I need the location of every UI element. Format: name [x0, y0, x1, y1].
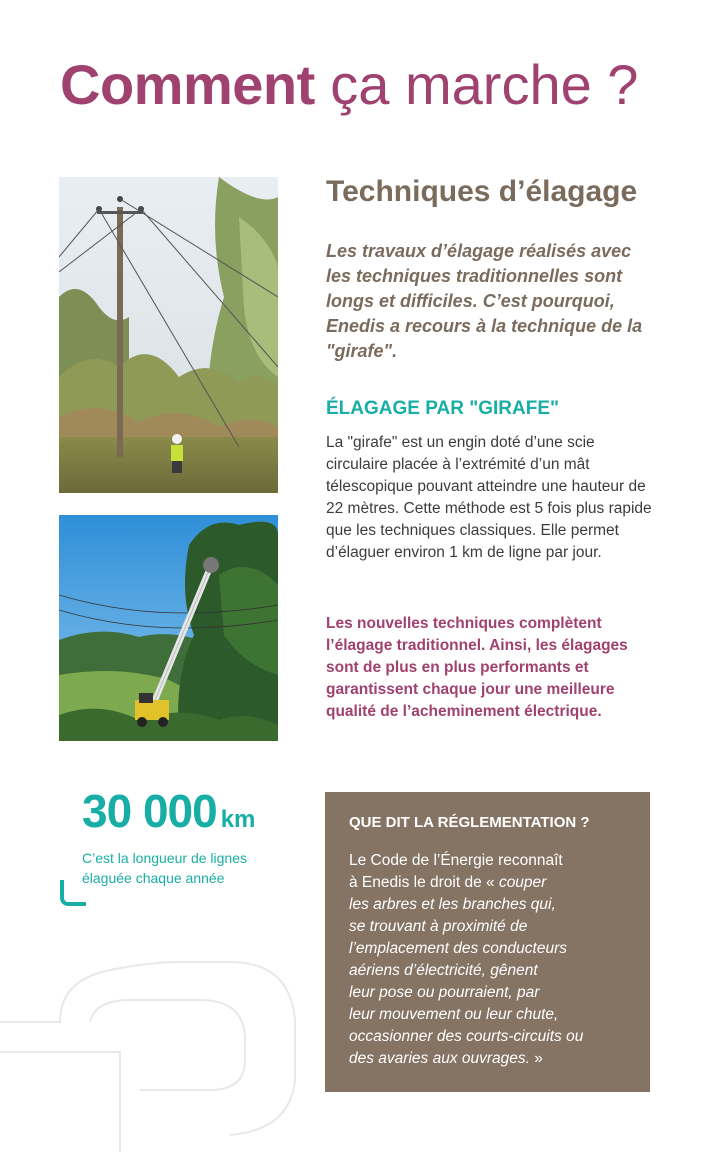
regulation-text-end: »	[529, 1050, 543, 1067]
regulation-quote: couper les arbres et les branches qui, se trouvant à proximité de l’emplacement des conducteurs aériens d’électricité, gênent leur pose ou pourraient, par leur mouvement ou leur chute, occasionner des courts-circuits ou des avaries aux ouvrages.	[349, 874, 584, 1067]
regulation-box	[325, 792, 650, 1092]
highlight-paragraph: Les nouvelles techniques complètent l’élagage traditionnel. Ainsi, les élagages sont de plus en plus performants et garantissent chaque jour une meilleure qualité de l’acheminement électrique.	[326, 615, 628, 720]
page-title-bold: Comment	[60, 53, 315, 116]
page-title	[60, 52, 638, 118]
photo-girafe-machine	[59, 515, 278, 741]
regulation-title: QUE DIT LA RÉGLEMENTATION ?	[349, 814, 590, 831]
stat-label: C’est la longueur de lignes élaguée chaque année	[82, 850, 247, 886]
stat-unit: km	[220, 806, 256, 833]
stat-number: 30 000	[82, 785, 217, 837]
girafe-description: La "girafe" est un engin doté d’une scie circulaire placée à l’extrémité d’un mât télescopique pouvant atteindre une hauteur de 22 mètres. Cette méthode est 5 fois plus rapide que les techniques classiques. Elle permet d’élaguer environ 1 km de ligne par jour.	[326, 434, 652, 561]
subheading-girafe: ÉLAGAGE PAR "GIRAFE"	[326, 398, 560, 419]
bracket-decoration	[60, 880, 86, 906]
page-title-light: ça marche ?	[330, 53, 639, 116]
stat-value	[82, 784, 255, 838]
section-intro: Les travaux d’élagage réalisés avec les techniques traditionnelles sont longs et difficiles. C’est pourquoi, Enedis a recours à la technique de la "girafe".	[326, 241, 643, 361]
regulation-text	[349, 850, 626, 1070]
section-title: Techniques d’élagage	[326, 175, 638, 208]
decorative-outline-shape	[0, 930, 310, 1152]
photo-power-pole-worker	[59, 177, 278, 493]
regulation-text-intro: Le Code de l’Énergie reconnaît à Enedis le droit de «	[349, 852, 563, 891]
